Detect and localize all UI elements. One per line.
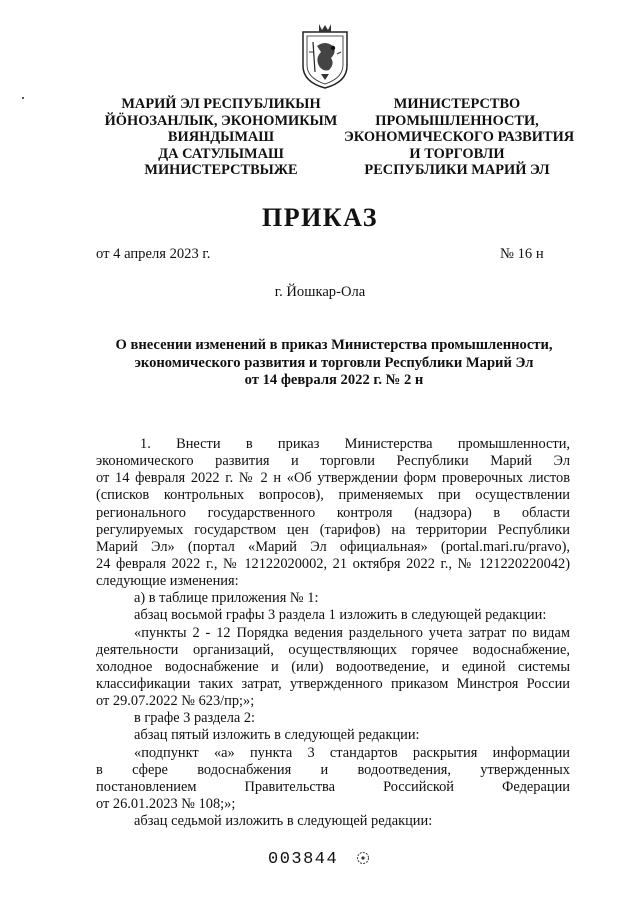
seal-mark-icon [356, 851, 370, 865]
header-left-line: ВИЯНДЫМАШ [167, 129, 275, 146]
body-line: «подпункт «а» пункта 3 стандартов раскрытия информации [134, 744, 570, 761]
header-right-line: МИНИСТЕРСТВО [393, 96, 521, 112]
body-line: регионального государственного контроля (надзора) в области [96, 504, 570, 521]
serial-number: 003844 [268, 850, 339, 869]
body-line: постановлением Правительства Российской Федерации [96, 778, 570, 795]
body-line: абзац пятый изложить в следующей редакции: [134, 727, 420, 744]
body-line: регулируемых государством цен (тарифов) на территории Республики [96, 521, 570, 538]
body-line: 24 февраля 2022 г., № 12122020002, 21 октября 2022 г., № 121220220042) [96, 555, 570, 572]
header-right-line: ЭКОНОМИЧЕСКОГО РАЗВИТИЯ [344, 129, 575, 146]
body-line: в сфере водоснабжения и водоотведения, утвержденных [96, 761, 570, 778]
header-left-block [96, 96, 346, 179]
subject-line: от 14 февраля 2022 г. № 2 н [244, 372, 424, 388]
header-right-line: И ТОРГОВЛИ [409, 145, 505, 162]
header-left-line: МАРИЙ ЭЛ РЕСПУБЛИКЫН [121, 96, 321, 112]
header-left-line: ДА САТУЛЫМАШ [158, 145, 284, 162]
body-line: в графе 3 раздела 2: [134, 710, 256, 727]
body-line: (списков контрольных вопросов), применяемых при осуществлении [96, 487, 570, 504]
body-line: от 14 февраля 2022 г. № 2 н «Об утверждении форм проверочных листов [96, 470, 570, 487]
document-city: г. Йошкар-Ола [274, 284, 366, 300]
header-right-block [344, 96, 575, 179]
body-line: холодное водоснабжение и (или) водоотведение, и единой системы [96, 658, 570, 675]
document-subject [96, 337, 572, 390]
body-line: абзац седьмой изложить в следующей редакции: [134, 813, 433, 830]
document-title: ПРИКАЗ [261, 203, 379, 232]
scan-speck [22, 97, 24, 99]
body-line: экономического развития и торговли Республики Марий Эл [96, 453, 570, 470]
body-line: абзац восьмой графы 3 раздела 1 изложить в следующей редакции: [134, 607, 547, 624]
body-line: 1. Внести в приказ Министерства промышленности, [140, 436, 570, 452]
document-number: № 16 н [500, 246, 544, 262]
body-line: деятельности организаций, осуществляющих горячее водоснабжение, [96, 641, 570, 658]
subject-line: О внесении изменений в приказ Министерства промышленности, [115, 337, 553, 353]
body-line: следующие изменения: [96, 573, 239, 590]
coat-of-arms-icon [297, 22, 353, 90]
body-line: а) в таблице приложения № 1: [134, 590, 319, 607]
body-line: от 29.07.2022 № 623/пр;»; [96, 693, 255, 710]
header-right-line: ПРОМЫШЛЕННОСТИ, [375, 112, 539, 129]
header-right-line: РЕСПУБЛИКИ МАРИЙ ЭЛ [364, 162, 550, 179]
header-left-line: ЙӦНОЗАНЛЫК, ЭКОНОМИКЫМ [104, 112, 338, 129]
body-line: «пункты 2 - 12 Порядка ведения раздельного учета затрат по видам [134, 624, 570, 641]
document-date: от 4 апреля 2023 г. [96, 246, 211, 262]
document-body [96, 436, 570, 830]
body-line: от 26.01.2023 № 108;»; [96, 795, 236, 812]
body-line: классификации таких затрат, утвержденного приказом Минстроя России [96, 675, 570, 692]
header-left-line: МИНИСТЕРСТВЫЖЕ [144, 162, 298, 179]
body-line: Марий Эл» (портал «Марий Эл официальная» (portal.mari.ru/pravo), [96, 538, 570, 555]
subject-line: экономического развития и торговли Республики Марий Эл [134, 354, 534, 371]
